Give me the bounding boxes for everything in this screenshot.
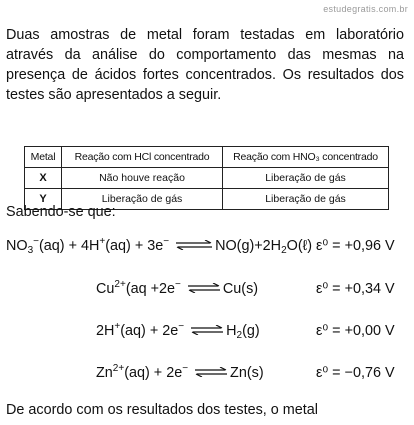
watermark: estudegratis.com.br bbox=[323, 4, 408, 14]
cell-hcl: Liberação de gás bbox=[62, 189, 223, 210]
equilibrium-arrow-icon bbox=[187, 281, 221, 297]
header-hno3: Reação com HNO₃ concentrado bbox=[223, 147, 389, 168]
intro-paragraph: Duas amostras de metal foram testadas em laboratório através da análise do comportamento das mesmas na presença de ácidos fortes concentrados. Os resultados dos testes são apresentados a seguir. bbox=[6, 27, 404, 103]
header-metal: Metal bbox=[25, 147, 62, 168]
equation-copper: $Cu^{2+}(aq +2e^-$ Cu(s) bbox=[96, 279, 259, 297]
equilibrium-arrow-icon bbox=[190, 323, 224, 339]
given-label: Sabendo-se que: bbox=[6, 204, 116, 220]
equilibrium-arrow-icon bbox=[175, 238, 213, 254]
equation-zinc: $Zn^{2+}(aq) + 2e^-$ Zn(s) bbox=[96, 363, 264, 381]
potential-zinc: ε⁰ = −0,76 V bbox=[316, 365, 395, 381]
cell-hno3: Liberação de gás bbox=[223, 168, 389, 189]
potential-hydrogen: ε⁰ = +0,00 V bbox=[316, 323, 395, 339]
table-header-row bbox=[25, 147, 389, 168]
header-hcl: Reação com HCl concentrado bbox=[62, 147, 223, 168]
table-row bbox=[25, 168, 389, 189]
cell-hno3: Liberação de gás bbox=[223, 189, 389, 210]
potential-nitrate: ε⁰ = +0,96 V bbox=[316, 238, 395, 254]
cell-hcl: Não houve reação bbox=[62, 168, 223, 189]
conclusion-text: De acordo com os resultados dos testes, o metal bbox=[6, 402, 318, 418]
equation-nitrate: $NO_3^-(aq) + 4H^+(aq) + 3e^-$ $NO(g)+2H_2O(\ell)$ bbox=[6, 236, 313, 256]
potential-copper: ε⁰ = +0,34 V bbox=[316, 281, 395, 297]
cell-metal: X bbox=[25, 168, 62, 189]
equation-hydrogen: 2H+(aq) + 2e− $H_2(g)$ bbox=[96, 321, 260, 341]
results-table bbox=[24, 146, 389, 210]
equilibrium-arrow-icon bbox=[194, 365, 228, 381]
cell-metal: Y bbox=[25, 189, 62, 210]
